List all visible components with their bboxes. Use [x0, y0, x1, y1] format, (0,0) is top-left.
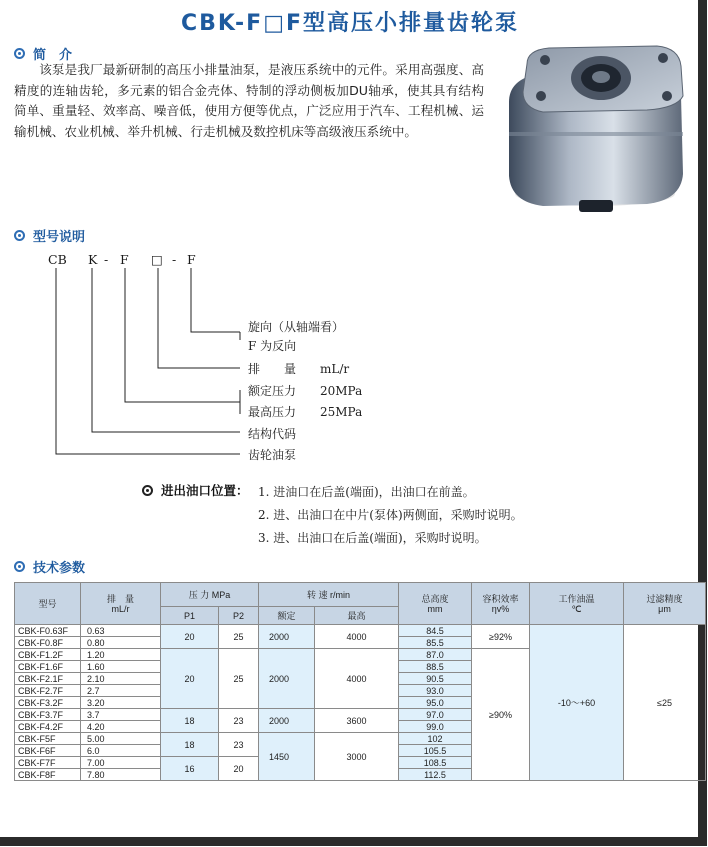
cell-efficiency: ≥90% [472, 649, 530, 781]
code-part-box: □ [151, 252, 163, 267]
header-rated: 额定 [259, 607, 315, 625]
header-disp-label: 排 量 [106, 593, 134, 604]
label-rated-pressure: 额定压力 20MPa [248, 384, 363, 398]
page-title: CBK-F□F型高压小排量齿轮泵 [180, 11, 520, 36]
header-temp-unit: ℃ [571, 603, 582, 614]
cell-model: CBK-F5F [15, 733, 81, 745]
cell-p1: 20 [161, 649, 219, 709]
cell-p1: 18 [161, 733, 219, 757]
cell-max: 4000 [315, 649, 399, 709]
cell-disp: 3.20 [81, 697, 161, 709]
cell-height: 85.5 [399, 637, 472, 649]
cell-rated: 1450 [259, 733, 315, 781]
header-pressure: 压 力 MPa [161, 583, 259, 607]
header-eff-unit: ηv% [491, 603, 510, 614]
header-max: 最高 [315, 607, 399, 625]
cell-disp: 7.80 [81, 769, 161, 781]
cell-disp: 2.10 [81, 673, 161, 685]
cell-disp: 6.0 [81, 745, 161, 757]
cell-model: CBK-F8F [15, 769, 81, 781]
cell-height: 105.5 [399, 745, 472, 757]
code-part-f-rotation: F [187, 252, 196, 267]
cell-p1: 20 [161, 625, 219, 649]
cell-p2: 23 [219, 709, 259, 733]
header-height-unit: mm [427, 603, 443, 614]
cell-disp: 1.60 [81, 661, 161, 673]
port-item: 2. 进、出油口在中片(泵体)两侧面，采购时说明。 [258, 508, 523, 522]
cell-height: 93.0 [399, 685, 472, 697]
model-heading-text: 型号说明 [33, 230, 86, 245]
header-filter-label: 过滤精度 [646, 593, 683, 604]
cell-model: CBK-F7F [15, 757, 81, 769]
cell-disp: 3.7 [81, 709, 161, 721]
cell-height: 108.5 [399, 757, 472, 769]
header-p2: P2 [219, 607, 259, 625]
label-max-pressure: 最高压力 25MPa [248, 405, 363, 419]
port-item: 1. 进油口在后盖(端面)，出油口在前盖。 [258, 485, 475, 499]
cell-model: CBK-F2.1F [15, 673, 81, 685]
cell-p2: 20 [219, 757, 259, 781]
header-eff-label: 容积效率 [482, 593, 519, 604]
cell-height: 99.0 [399, 721, 472, 733]
cell-p2: 23 [219, 733, 259, 757]
header-filter [624, 583, 706, 625]
header-p1: P1 [161, 607, 219, 625]
cell-model: CBK-F0.63F [15, 625, 81, 637]
table-row [15, 625, 706, 637]
cell-model: CBK-F1.6F [15, 661, 81, 673]
cell-p1: 18 [161, 709, 219, 733]
cell-max: 4000 [315, 625, 399, 649]
code-part-f: F [120, 252, 129, 267]
intro-text: 该泵是我厂最新研制的高压小排量油泵，是液压系统中的元件。采用高强度、高精度的连轴齿轮，多元素的铝合金壳体、特制的浮动侧板加DU轴承，使其具有结构简单、重量轻、效率高、噪音低，使用方便等优点，广泛应用于汽车、工程机械、运输机械、农业机械、举升机械、行走机械及数控机床等高级液压系统中。 [14, 62, 484, 139]
cell-height: 102 [399, 733, 472, 745]
ports-heading [142, 481, 249, 499]
header-model: 型号 [15, 583, 81, 625]
cell-model: CBK-F0.8F [15, 637, 81, 649]
code-part-cb: CB [48, 252, 67, 267]
cell-height: 87.0 [399, 649, 472, 661]
label-displacement: 排 量 mL/r [248, 362, 350, 376]
cell-max: 3600 [315, 709, 399, 733]
cell-model: CBK-F2.7F [15, 685, 81, 697]
tech-heading [14, 557, 85, 576]
label-rotation: 旋向（从轴端看） [248, 320, 345, 334]
cell-rated: 2000 [259, 649, 315, 709]
cell-disp: 0.63 [81, 625, 161, 637]
cell-model: CBK-F6F [15, 745, 81, 757]
spec-table [14, 582, 706, 781]
cell-disp: 5.00 [81, 733, 161, 745]
bullet-ring-icon [14, 561, 25, 572]
label-reverse: F 为反向 [248, 339, 297, 353]
port-item: 3. 进、出油口在后盖(端面)，采购时说明。 [258, 531, 487, 545]
cell-filter: ≤25 [624, 625, 706, 781]
bullet-ring-icon [142, 485, 153, 496]
cell-p2: 25 [219, 649, 259, 709]
cell-height: 88.5 [399, 661, 472, 673]
cell-oil-temp: -10～+60 [530, 625, 624, 781]
label-structure-code: 结构代码 [248, 427, 297, 441]
header-speed: 转 速 r/min [259, 583, 399, 607]
cell-p2: 25 [219, 625, 259, 649]
code-part-k: K [88, 252, 98, 267]
cell-disp: 1.20 [81, 649, 161, 661]
header-oil-temp [530, 583, 624, 625]
cell-p1: 16 [161, 757, 219, 781]
tech-heading-text: 技术参数 [33, 561, 86, 576]
code-dash: - [104, 252, 109, 267]
cell-height: 90.5 [399, 673, 472, 685]
cell-rated: 2000 [259, 709, 315, 733]
header-filter-unit: μm [658, 603, 671, 614]
cell-model: CBK-F4.2F [15, 721, 81, 733]
header-height [399, 583, 472, 625]
cell-rated: 2000 [259, 625, 315, 649]
code-dash: - [172, 252, 177, 267]
cell-model: CBK-F3.7F [15, 709, 81, 721]
cell-efficiency: ≥92% [472, 625, 530, 649]
cell-height: 84.5 [399, 625, 472, 637]
cell-disp: 0.80 [81, 637, 161, 649]
cell-height: 112.5 [399, 769, 472, 781]
header-disp-unit: mL/r [111, 603, 130, 614]
cell-max: 3000 [315, 733, 399, 781]
cell-disp: 2.7 [81, 685, 161, 697]
cell-height: 97.0 [399, 709, 472, 721]
header-efficiency [472, 583, 530, 625]
cell-model: CBK-F1.2F [15, 649, 81, 661]
label-gear-pump: 齿轮油泵 [248, 448, 297, 462]
header-temp-label: 工作油温 [558, 593, 595, 604]
cell-disp: 7.00 [81, 757, 161, 769]
ports-heading-text: 进出油口位置： [161, 483, 249, 498]
header-height-label: 总高度 [421, 593, 449, 604]
cell-disp: 4.20 [81, 721, 161, 733]
cell-model: CBK-F3.2F [15, 697, 81, 709]
intro-heading-text: 简 介 [33, 48, 73, 63]
header-displacement [81, 583, 161, 625]
cell-height: 95.0 [399, 697, 472, 709]
